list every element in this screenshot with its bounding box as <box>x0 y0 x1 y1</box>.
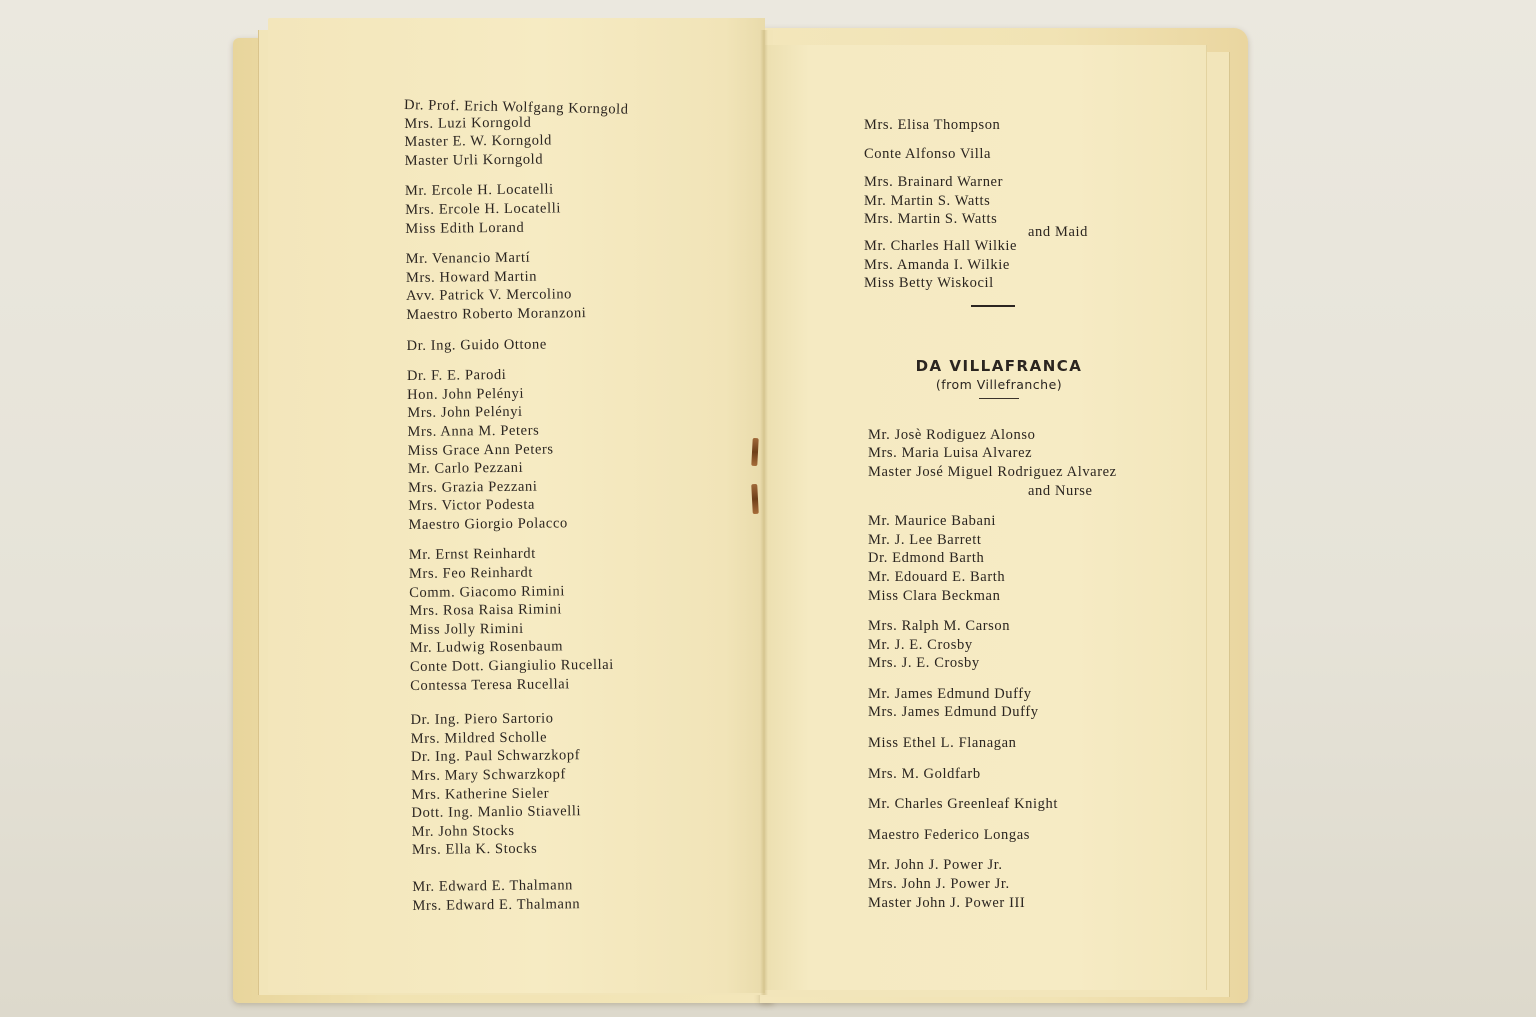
passenger-name: Dr. F. E. Parodi <box>406 367 507 385</box>
name-group <box>407 333 707 355</box>
name-group <box>864 116 1164 135</box>
passenger-name: Mrs. Anna M. Peters <box>407 422 540 440</box>
section-header <box>864 357 1134 399</box>
passenger-name: Mrs. Martin S. Watts <box>864 211 998 228</box>
passenger-note: and Nurse <box>1028 482 1093 499</box>
passenger-name: Miss Clara Beckman <box>868 587 1001 604</box>
name-group <box>868 795 1164 814</box>
passenger-name: Mrs. Rosa Raisa Rimini <box>409 601 563 620</box>
passenger-name: Contessa Teresa Rucellai <box>410 675 570 694</box>
passenger-name: Conte Alfonso Villa <box>864 145 992 162</box>
name-group <box>406 247 707 325</box>
passenger-name: Mr. Charles Hall Wilkie <box>864 237 1018 254</box>
passenger-name: Master John J. Power III <box>868 894 1026 911</box>
name-group <box>412 875 712 915</box>
name-group <box>864 145 1164 164</box>
section-subtitle: (from Villefranche) <box>935 376 1063 392</box>
passenger-name: Miss Betty Wiskocil <box>864 275 994 292</box>
right-page-passenger-list <box>864 116 1164 924</box>
section-divider <box>971 305 1015 307</box>
passenger-name: Dr. Ing. Piero Sartorio <box>410 710 554 729</box>
section-title-rule <box>979 398 1019 399</box>
passenger-note: and Maid <box>1028 223 1088 240</box>
name-group <box>868 734 1164 753</box>
passenger-name: Master José Miguel Rodriguez Alvarez <box>868 463 1117 480</box>
passenger-name: Maestro Federico Longas <box>868 826 1030 843</box>
passenger-name: Mrs. Katherine Sieler <box>411 785 550 803</box>
passenger-name: Mrs. J. E. Crosby <box>868 655 980 672</box>
passenger-name: Miss Grace Ann Peters <box>407 440 554 459</box>
name-group <box>404 93 705 171</box>
passenger-name: Avv. Patrick V. Mercolino <box>406 286 573 305</box>
passenger-name: Mr. Ludwig Rosenbaum <box>409 638 564 657</box>
name-group <box>405 179 706 238</box>
passenger-name: Comm. Giacomo Rimini <box>409 582 566 601</box>
name-group <box>864 173 1164 240</box>
passenger-name: Mr. J. Lee Barrett <box>868 531 982 548</box>
passenger-name: Maestro Giorgio Polacco <box>408 515 568 533</box>
passenger-name: Mr. John Stocks <box>411 822 515 840</box>
name-group <box>868 685 1164 722</box>
name-group <box>868 512 1164 605</box>
passenger-name: Mr. Edouard E. Barth <box>868 568 1006 585</box>
passenger-name: Mr. Ercole H. Locatelli <box>404 181 554 200</box>
passenger-name: Hon. John Pelényi <box>407 385 525 403</box>
passenger-name: Mrs. James Edmund Duffy <box>868 704 1039 721</box>
passenger-name: Miss Ethel L. Flanagan <box>868 735 1017 752</box>
name-group <box>868 765 1164 784</box>
passenger-name: Mrs. John Pelényi <box>407 404 523 422</box>
passenger-name: Mrs. Maria Luisa Alvarez <box>868 445 1033 462</box>
passenger-name: Dr. Ing. Guido Ottone <box>406 336 547 354</box>
passenger-name: Mrs. Ella K. Stocks <box>411 841 538 859</box>
passenger-name: Mr. Ernst Reinhardt <box>408 546 536 564</box>
villafranca-passenger-list <box>864 426 1164 912</box>
passenger-name: Mrs. Edward E. Thalmann <box>412 895 581 914</box>
passenger-name: Mr. Josè Rodiguez Alonso <box>868 426 1036 443</box>
passenger-name: Dott. Ing. Manlio Stiavelli <box>411 803 582 822</box>
passenger-name: Mrs. Howard Martin <box>405 268 538 286</box>
name-group <box>868 856 1164 912</box>
passenger-name: Mrs. Mildred Scholle <box>410 729 548 747</box>
name-group <box>868 426 1164 500</box>
passenger-name: Mrs. Ercole H. Locatelli <box>405 200 562 218</box>
name-group <box>868 826 1164 845</box>
passenger-name: Mrs. Ralph M. Carson <box>868 618 1011 635</box>
name-group <box>868 617 1164 673</box>
passenger-name: Mr. James Edmund Duffy <box>868 685 1032 702</box>
name-group <box>864 237 1164 293</box>
passenger-name: Mr. Martin S. Watts <box>864 192 991 209</box>
passenger-name: Mr. Edward E. Thalmann <box>412 877 574 895</box>
passenger-name: Master E. W. Korngold <box>404 132 553 151</box>
booklet-gutter <box>760 30 768 995</box>
passenger-name: Mrs. John J. Power Jr. <box>868 876 1010 893</box>
passenger-name: Mrs. Luzi Korngold <box>404 114 532 132</box>
passenger-name: Dr. Prof. Erich Wolfgang Korngold <box>403 97 629 118</box>
passenger-name: Mrs. Grazia Pezzani <box>408 478 538 496</box>
passenger-name: Mr. Carlo Pezzani <box>407 459 524 478</box>
passenger-name: Mrs. Feo Reinhardt <box>408 564 534 583</box>
passenger-name: Miss Edith Lorand <box>405 219 525 237</box>
passenger-name: Mrs. M. Goldfarb <box>868 765 981 782</box>
passenger-name: Mrs. Victor Podesta <box>408 496 536 515</box>
passenger-name: Mrs. Brainard Warner <box>864 174 1004 191</box>
passenger-name: Master Urli Korngold <box>404 151 544 169</box>
left-page-passenger-list <box>404 93 713 927</box>
passenger-name: Mr. Venancio Martí <box>405 249 531 268</box>
passenger-name: Mr. John J. Power Jr. <box>868 857 1003 874</box>
passenger-name: Mrs. Amanda I. Wilkie <box>864 256 1010 273</box>
passenger-name: Miss Jolly Rimini <box>409 620 524 638</box>
passenger-name: Maestro Roberto Moranzoni <box>406 305 587 323</box>
passenger-name: Mrs. Mary Schwarzkopf <box>411 766 566 784</box>
section-title: DA VILLAFRANCA <box>915 356 1083 375</box>
name-group <box>407 364 709 534</box>
name-group <box>409 543 711 695</box>
passenger-name: Mr. Maurice Babani <box>868 513 996 530</box>
name-group <box>410 708 712 860</box>
passenger-name: Conte Dott. Giangiulio Rucellai <box>409 656 614 675</box>
passenger-name: Dr. Ing. Paul Schwarzkopf <box>410 747 581 766</box>
passenger-name: Mrs. Elisa Thompson <box>864 117 1001 133</box>
passenger-name: Dr. Edmond Barth <box>868 550 985 567</box>
passenger-name: Mr. J. E. Crosby <box>868 636 973 653</box>
passenger-name: Mr. Charles Greenleaf Knight <box>868 796 1058 813</box>
